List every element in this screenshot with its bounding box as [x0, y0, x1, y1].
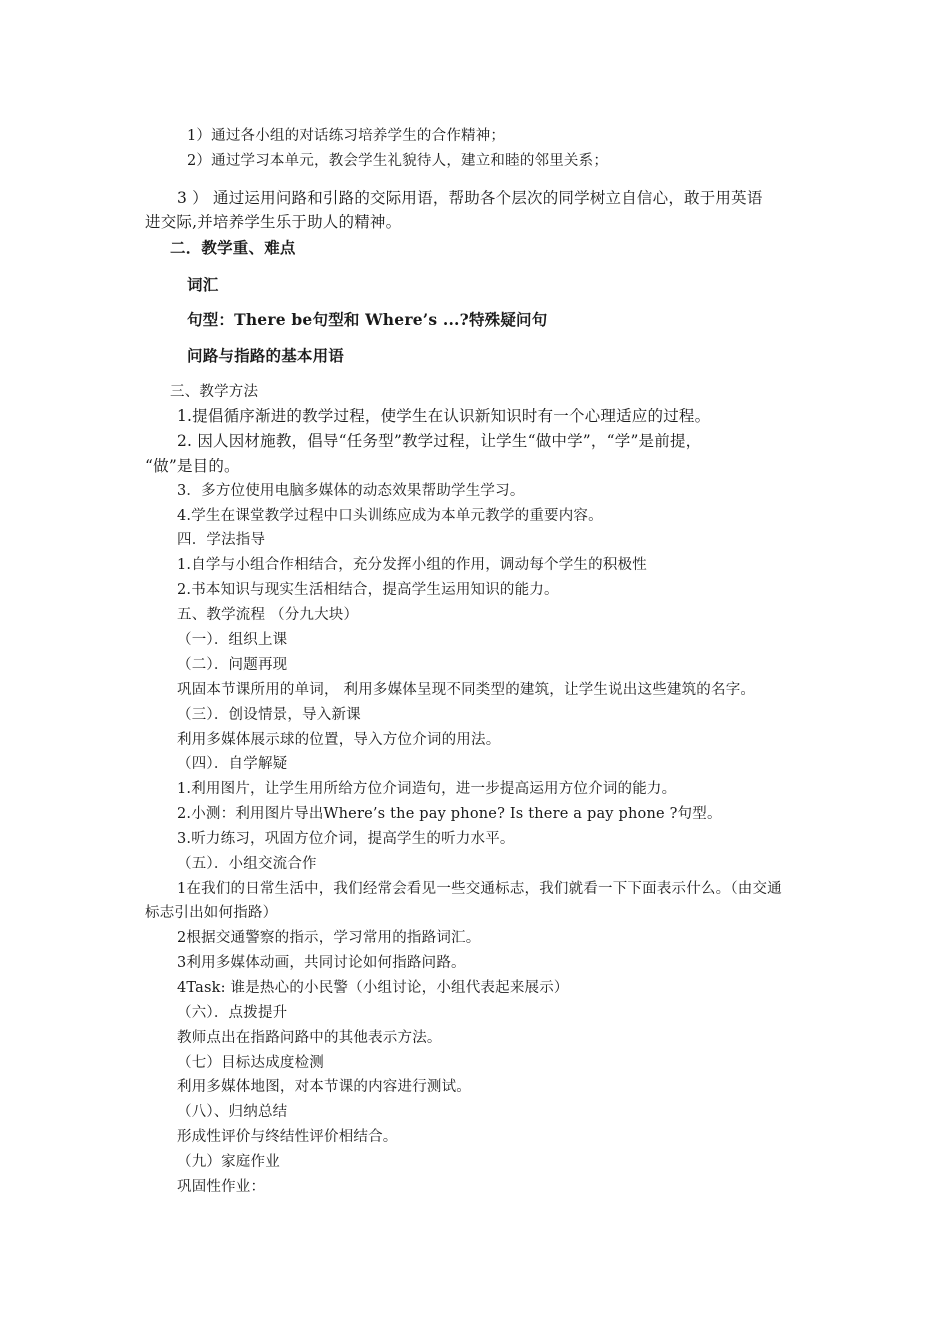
flow-step-5-item-4: 4Task: 谁是热心的小民警（小组讨论，小组代表起来展示）: [177, 980, 569, 996]
flow-step-1: （一）．组织上课: [177, 632, 288, 648]
flow-step-6-text: 教师点出在指路问路中的其他表示方法。: [177, 1030, 442, 1046]
section-heading-5: 五、教学流程 （分九大块）: [177, 607, 359, 623]
study-item-1: 1.自学与小组合作相结合，充分发挥小组的作用，调动每个学生的积极性: [177, 557, 647, 573]
key-point-sentence: 句型：There be句型和 Where’s ...?特殊疑问句: [187, 310, 548, 329]
flow-step-2: （二）．问题再现: [177, 657, 288, 673]
flow-step-2-text: 巩固本节课所用的单词， 利用多媒体呈现不同类型的建筑，让学生说出这些建筑的名字。: [177, 682, 756, 698]
flow-step-4-item-1: 1.利用图片，让学生用所给方位介词造句，进一步提高运用方位介词的能力。: [177, 781, 677, 797]
flow-step-3: （三）．创设情景，导入新课: [177, 707, 361, 723]
goal-item-1: 1）通过各小组的对话练习培养学生的合作精神；: [187, 128, 506, 144]
section-heading-2: 二．教学重、难点: [170, 238, 296, 257]
flow-step-7: （七）目标达成度检测: [177, 1055, 324, 1071]
flow-step-3-text: 利用多媒体展示球的位置，导入方位介词的用法。: [177, 732, 501, 748]
flow-step-8: （八）、归纳总结: [177, 1104, 288, 1120]
goal-item-2: 2）通过学习本单元，教会学生礼貌待人，建立和睦的邻里关系；: [187, 153, 609, 169]
method-item-2-cont: “做”是目的。: [145, 457, 240, 475]
flow-step-5-item-1: 1在我们的日常生活中，我们经常会看见一些交通标志，我们就看一下下面表示什么。（由交通: [177, 881, 782, 897]
flow-step-4-item-2: 2.小测：利用图片导出Where’s the pay phone? Is there a pay phone ?句型。: [177, 806, 722, 822]
flow-step-5-item-2: 2根据交通警察的指示，学习常用的指路词汇。: [177, 930, 481, 946]
goal-item-3: 3 ） 通过运用问路和引路的交际用语，帮助各个层次的同学树立自信心，敢于用英语: [177, 189, 763, 207]
key-point-phrases: 问路与指路的基本用语: [187, 346, 345, 365]
flow-step-5-item-3: 3利用多媒体动画，共同讨论如何指路问路。: [177, 955, 466, 971]
flow-step-5: （五）．小组交流合作: [177, 856, 317, 872]
flow-step-5-item-1-cont: 标志引出如何指路）: [145, 905, 278, 921]
flow-step-6: （六）．点拨提升: [177, 1005, 288, 1021]
flow-step-9: （九）家庭作业: [177, 1154, 280, 1170]
flow-step-9-text: 巩固性作业：: [177, 1179, 266, 1195]
study-item-2: 2.书本知识与现实生活相结合，提高学生运用知识的能力。: [177, 582, 559, 598]
method-item-3: 3．多方位使用电脑多媒体的动态效果帮助学生学习。: [177, 483, 525, 499]
flow-step-7-text: 利用多媒体地图，对本节课的内容进行测试。: [177, 1079, 471, 1095]
flow-step-4-item-3: 3.听力练习，巩固方位介词，提高学生的听力水平。: [177, 831, 515, 847]
method-item-4: 4.学生在课堂教学过程中口头训练应成为本单元教学的重要内容。: [177, 508, 603, 524]
goal-item-3-cont: 进交际,并培养学生乐于助人的精神。: [145, 213, 402, 231]
key-point-vocab: 词汇: [187, 275, 219, 294]
flow-step-4: （四）．自学解疑: [177, 756, 288, 772]
section-heading-4: 四．学法指导: [177, 532, 266, 548]
method-item-1: 1.提倡循序渐进的教学过程，使学生在认识新知识时有一个心理适应的过程。: [177, 407, 711, 425]
method-item-2: 2. 因人因材施教，倡导“任务型”教学过程，让学生“做中学”，“学”是前提，: [177, 432, 702, 450]
section-heading-3: 三、教学方法: [170, 384, 259, 400]
flow-step-8-text: 形成性评价与终结性评价相结合。: [177, 1129, 398, 1145]
